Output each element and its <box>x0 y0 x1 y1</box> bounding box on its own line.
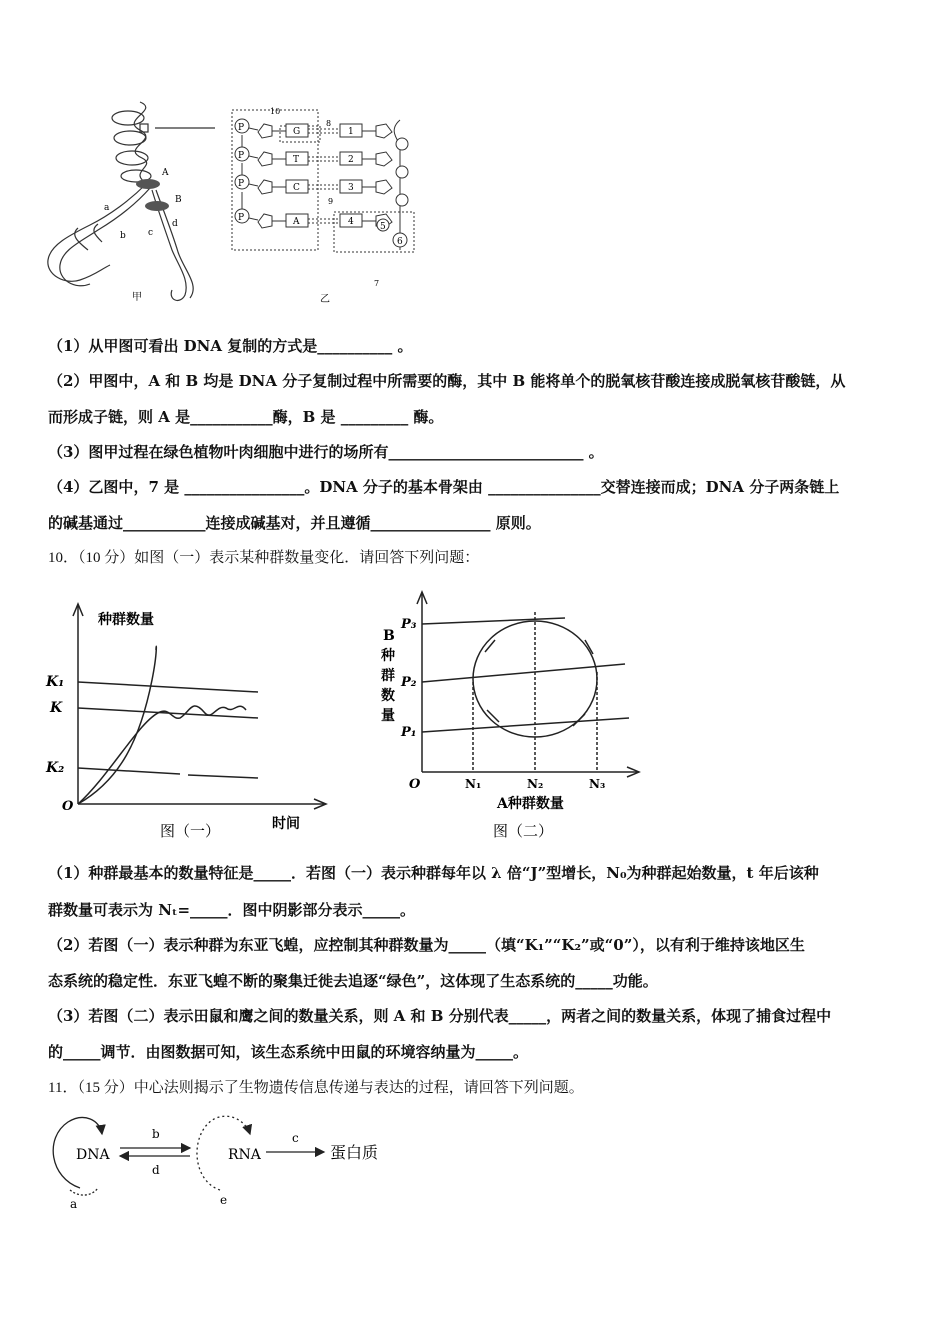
y-label-char-b: B <box>383 628 395 644</box>
enzyme-b-icon <box>145 201 169 211</box>
arrow-a-label: a <box>70 1197 78 1211</box>
label-a: a <box>104 203 110 213</box>
label-c: c <box>148 228 154 238</box>
q9-line-6: 的碱基通过___________连接成碱基对，并且遵循________________ 原则。 <box>48 514 541 532</box>
q11-heading: 11．（15 分）中心法则揭示了生物遗传信息传递与表达的过程，请回答下列问题。 <box>48 1080 584 1096</box>
q9-line-4: （3）图甲过程在绿色植物叶肉细胞中进行的场所有__________________________ 。 <box>48 443 604 461</box>
enzyme-a-icon <box>136 179 160 189</box>
label-d: d <box>172 219 178 229</box>
p2-label: P₂ <box>401 675 417 690</box>
label-b: b <box>120 231 126 241</box>
base-number-label: 3 <box>348 183 354 193</box>
q10-line-6: 的_____调节．由图数据可知，该生态系统中田鼠的环境容纳量为_____。 <box>48 1043 529 1061</box>
arrow-e-label: e <box>220 1193 228 1207</box>
p1-label: P₁ <box>401 725 417 740</box>
q10-heading: 10．（10 分）如图（一）表示某种群数量变化．请回答下列问题： <box>48 550 480 566</box>
label-A: A <box>162 168 169 178</box>
rna-label: RNA <box>228 1147 261 1163</box>
k1-label: K₁ <box>46 674 65 690</box>
k-label: K <box>50 700 63 716</box>
figure-two <box>375 582 645 847</box>
y-label-char-3: 群 <box>381 668 395 684</box>
n2-label: N₂ <box>527 777 544 791</box>
label-6: 6 <box>397 237 403 247</box>
base-number-label: 2 <box>348 155 354 165</box>
caption-fig1: 图（一） <box>160 822 221 840</box>
q10-line-5: （3）若图（二）表示田鼠和鹰之间的数量关系，则 A 和 B 分别代表_____，两者之间的数量关系，体现了捕食过程中 <box>48 1007 832 1025</box>
phosphate-label: P <box>238 179 245 189</box>
caption-jia: 甲 <box>132 292 142 303</box>
origin-label: O <box>62 799 74 814</box>
figure-one <box>40 600 330 845</box>
label-9: 9 <box>328 197 334 206</box>
q10-line-2: 群数量可表示为 Nₜ=_____．图中阴影部分表示_____。 <box>48 901 416 919</box>
arrow-d-label: d <box>152 1163 160 1177</box>
p3-label: P₃ <box>401 617 417 632</box>
n3-label: N₃ <box>589 777 606 791</box>
phosphate-label: P <box>238 213 245 223</box>
y-axis-label: 种群数量 <box>98 612 154 628</box>
figure-yi <box>228 100 428 310</box>
q10-line-1: （1）种群最基本的数量特征是_____．若图（一）表示种群每年以 λ 倍“J”型增长，N₀为种群起始数量，t 年后该种 <box>48 864 819 882</box>
label-7: 7 <box>374 279 380 288</box>
figure-central-dogma <box>40 1108 400 1213</box>
x-axis-label: A种群数量 <box>497 796 564 812</box>
label-10: 10 <box>270 107 281 116</box>
protein-label: 蛋白质 <box>330 1143 379 1162</box>
caption-fig2: 图（二） <box>493 822 554 840</box>
dna-label: DNA <box>76 1147 110 1163</box>
label-8: 8 <box>326 119 332 128</box>
y-label-char-2: 种 <box>381 648 395 664</box>
k2-label: K₂ <box>46 760 65 776</box>
base-number-label: 4 <box>348 217 354 227</box>
n1-label: N₁ <box>465 777 482 791</box>
base-label: C <box>293 183 300 193</box>
base-label: T <box>293 155 300 165</box>
label-B: B <box>175 195 182 205</box>
label-5: 5 <box>380 222 386 232</box>
q10-line-3: （2）若图（一）表示种群为东亚飞蝗，应控制其种群数量为_____（填“K₁”“K₂”或“0”），以有利于维持该地区生 <box>48 936 805 954</box>
q9-line-1: （1）从甲图可看出 DNA 复制的方式是__________ 。 <box>48 337 413 355</box>
phosphate-label: P <box>238 123 245 133</box>
q10-line-4: 态系统的稳定性．东亚飞蝗不断的聚集迁徙去追逐“绿色”，这体现了生态系统的_____功能。 <box>48 972 658 990</box>
base-label: G <box>293 127 301 137</box>
base-label: A <box>293 217 300 227</box>
origin-label: O <box>409 777 421 792</box>
caption-yi: 乙 <box>320 294 330 305</box>
y-label-char-5: 量 <box>381 708 395 724</box>
q9-line-5: （4）乙图中，7 是 ________________。DNA 分子的基本骨架由 _______________交替连接而成；DNA 分子两条链上 <box>48 478 840 496</box>
phosphate-label: P <box>238 151 245 161</box>
x-axis-label: 时间 <box>272 816 300 832</box>
q9-line-3: 而形成子链，则 A 是___________酶，B 是 _________ 酶。 <box>48 408 444 426</box>
q9-line-2: （2）甲图中，A 和 B 均是 DNA 分子复制过程中所需要的酶，其中 B 能将单个的脱氧核苷酸连接成脱氧核苷酸链，从 <box>48 372 846 390</box>
figure-jia <box>40 100 230 310</box>
arrow-c-label: c <box>292 1131 299 1145</box>
arrow-b-label: b <box>152 1127 160 1141</box>
y-label-char-4: 数 <box>381 688 395 704</box>
base-number-label: 1 <box>348 127 354 137</box>
